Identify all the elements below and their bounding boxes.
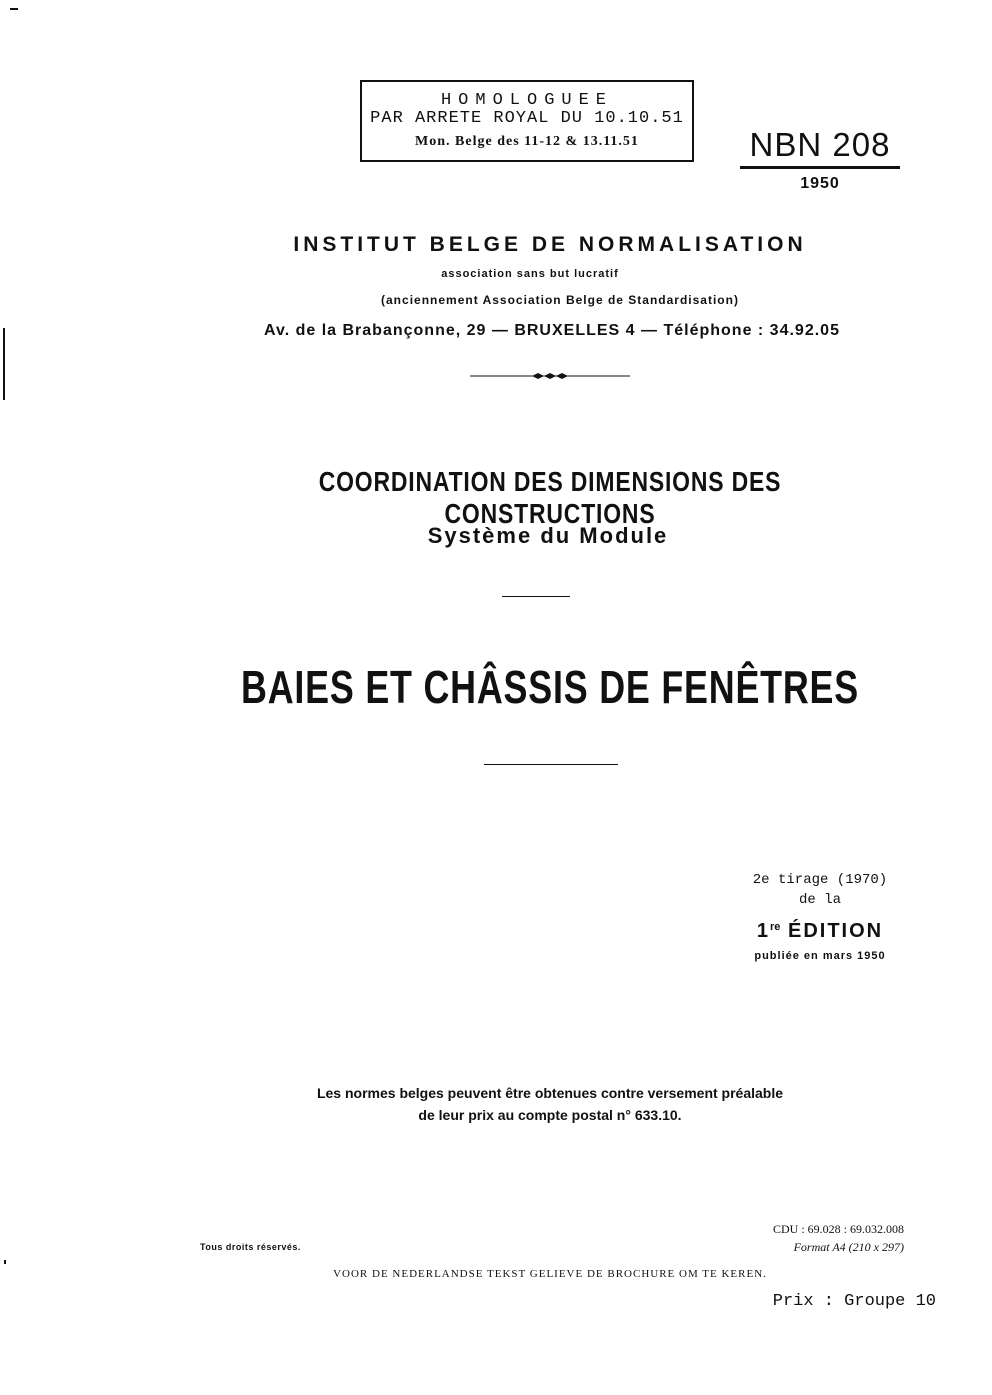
- institute-name: INSTITUT BELGE DE NORMALISATION: [293, 233, 807, 256]
- printing-info: [700, 870, 940, 910]
- paper-format: Format A4 (210 x 297): [793, 1240, 904, 1254]
- divider-rule: [502, 596, 570, 597]
- publication-date: publiée en mars 1950: [754, 950, 886, 962]
- edition-word: ÉDITION: [787, 920, 884, 942]
- printing-of-the: de la: [798, 892, 841, 908]
- edition-number: 1: [756, 920, 771, 942]
- institute-status: association sans but lucratif: [441, 268, 619, 280]
- availability-notice: [200, 1082, 900, 1126]
- standard-year: 1950: [800, 175, 840, 192]
- dutch-text-note: VOOR DE NEDERLANDSE TEKST GELIEVE DE BROCHURE OM TE KEREN.: [333, 1268, 767, 1280]
- scan-mark: [3, 328, 5, 400]
- homologation-stamp: [360, 80, 694, 162]
- stamp-moniteur: Mon. Belge des 11-12 & 13.11.51: [415, 134, 639, 149]
- standard-identifier: [740, 126, 900, 193]
- ornament-divider: [470, 371, 630, 381]
- document-title: BAIES ET CHÂSSIS DE FENÊTRES: [241, 661, 859, 713]
- series-title: COORDINATION DES DIMENSIONS DES CONSTRUCTIONS: [318, 466, 782, 529]
- notice-line-2: de leur prix au compte postal n° 633.10.: [418, 1107, 682, 1123]
- edition-suffix: re: [770, 921, 781, 933]
- scan-mark: [10, 8, 18, 10]
- divider-rule: [484, 764, 618, 765]
- institute-former-name: (anciennement Association Belge de Standardisation): [381, 293, 739, 307]
- notice-line-1: Les normes belges peuvent être obtenues contre versement préalable: [316, 1085, 784, 1101]
- edition-label: [700, 920, 940, 943]
- price-group: Prix : Groupe 10: [772, 1292, 936, 1311]
- standard-number: NBN 208: [740, 126, 900, 169]
- rights-reserved: Tous droits réservés.: [200, 1242, 301, 1252]
- cdu-code: CDU : 69.028 : 69.032.008: [772, 1222, 904, 1236]
- system-subtitle: Système du Module: [427, 523, 669, 548]
- stamp-royal-decree: PAR ARRETE ROYAL DU 10.10.51: [370, 109, 684, 128]
- stamp-homologuee: HOMOLOGUEE: [440, 91, 614, 110]
- printing-line: 2e tirage (1970): [752, 872, 888, 888]
- classification-block: [660, 1220, 904, 1256]
- institute-address: Av. de la Brabançonne, 29 — BRUXELLES 4 — Téléphone : 34.92.05: [264, 322, 840, 339]
- scan-mark: [4, 1260, 6, 1264]
